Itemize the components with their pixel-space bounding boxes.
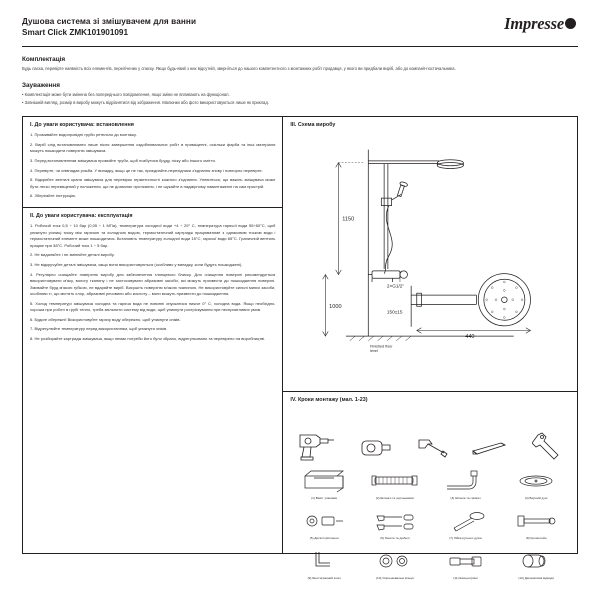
step-item — [432, 506, 500, 544]
step-item — [432, 466, 500, 504]
section-installation-body — [30, 132, 275, 199]
brand-logo — [504, 14, 578, 34]
step-illustration — [290, 506, 358, 536]
paragraph: 1. Робочий тиск 0,5 ÷ 10 бар (0,05 ÷ 1 МПа), температура холодної води +4 ÷ 29° С, температура гарячої води 55÷80°С, щоб уникнути різниці тиску між гарячою та холодною водою, термостатичний картридж працюватиме з однаковим тиском води і термостатичний елемент може пошкодитися. Встановіть температуру холодної води 15°С, гарячої води 65°С. Граничний вентиль працює при 38°С. Робочий тиск 1 ÷ 5 бар. — [30, 223, 276, 248]
section-steps-heading: IV. Кроки монтажу (мал. 1-23) — [290, 396, 368, 403]
hose-seal-icon — [371, 468, 419, 494]
paragraph: 8. Не розбирайте картридж змішувача, якщо немає потреби його було збрано, відрегульовано та перевірено на виробництві. — [30, 335, 266, 341]
paragraph: 4. Перевірте, чи співпадає різьба. У випадку, якщо це не так, приєднайте-перехідники з'єднання знову і повторно перевірте. — [30, 167, 263, 173]
paragraph: 3. Перед встановленням змішувача промийте труби, щоб позбутися бруду, піску або іншого сміття. — [30, 158, 216, 164]
notes-block — [22, 82, 578, 107]
wall-arm-icon — [514, 508, 558, 534]
step-item — [290, 546, 358, 584]
step-illustration — [361, 506, 429, 536]
dim-1000: 1000 — [329, 304, 342, 311]
step-illustration — [361, 546, 429, 576]
screws-dowels-icon — [373, 508, 417, 534]
mounting-parts-icon — [302, 508, 346, 534]
notes-text-2: • Зовнішній вигляд, розмір в виробу можуть відрізнятися від зображення. Малюнки або фото використовуються лише як приклад. — [22, 100, 269, 106]
rail-bracket-icon — [443, 468, 489, 494]
paragraph: 6. Зберігайте інструкцію. — [30, 193, 77, 199]
hex-key-icon — [302, 548, 346, 574]
brand-dot-icon — [565, 18, 576, 29]
pencil-icon — [470, 433, 510, 463]
paragraph: 4. Регулярно очищайте поверхню виробу для забезпечення глянцевого блиску. Для очищення поверхні рекомендується використовувати м'яку, вологу тканину і не застосовувати абразивні засоби, які можуть призвести до пошкодження поверхні. Змивайте бруд м'якою губкою, не вдаряйте виріб. Висушіть поверхню м'якою тканиною. Не використовуйте сильні миючі засоби, особливо ті, що містять хлор, абразивні речовини або кислоту – вони можуть призвести до пошкодження. — [30, 271, 276, 297]
left-column — [23, 117, 283, 553]
section-operation-body — [30, 223, 275, 342]
step-caption: (7) Лійка ручного душа — [449, 536, 482, 541]
wrench-icon — [532, 429, 566, 463]
step-caption: (6) Гвинти та дюбелі — [380, 536, 410, 541]
hand-shower-icon — [444, 508, 488, 534]
header-titles — [22, 14, 196, 38]
step-item — [502, 506, 570, 544]
section-schematic — [283, 117, 577, 392]
page-subtitle: Smart Click ZMK101901091 — [22, 28, 129, 38]
schematic-canvas — [290, 132, 570, 378]
paragraph: 6. Будьте обережні! Використовуйте гарячу воду обережно, щоб уникнути опіків. — [30, 316, 181, 322]
svg-text:level: level — [370, 349, 379, 354]
notes-body — [22, 92, 578, 107]
step-item — [290, 466, 358, 504]
dim-1150: 1150 — [342, 216, 355, 223]
box-contents-icon — [302, 468, 346, 494]
complectation-heading: Комплектація — [22, 56, 66, 64]
brand-name: Impresse — [504, 14, 564, 33]
section-operation — [23, 208, 282, 350]
right-column — [283, 117, 577, 581]
paragraph: 5. Холод температурі змішувача холодна та гаряча вода не повинні опускатися нижче 0° С, холодна вода. Якщо необхідно, хороша при роботі в грубі тепло, треба звільнити систему від води, щоб уникнути розтріскування при несприятливих умов. — [30, 300, 276, 313]
step-caption: (4) Верхній душ — [524, 496, 548, 501]
step-item — [432, 546, 500, 584]
hammer-icon — [414, 431, 448, 463]
step-caption: (1) Вміст упаковки — [311, 496, 338, 501]
complectation-body — [22, 66, 578, 73]
paragraph: 2. Виріб слід встановлювати лише після завершення оздоблювальних робіт в приміщенні, оскільки фарба та інші матеріали можуть пошкодити поверхню змішувача. — [30, 141, 276, 154]
step-illustration — [502, 466, 570, 496]
notes-text-1: • Комплектація може бути змінена без попереднього повідомлення, якщо зміни не впливають на функціонал. — [22, 91, 230, 97]
decorative-cap-icon — [514, 548, 558, 574]
step-item — [502, 466, 570, 504]
page-title: Душова система зі змішувачем для ванни — [22, 17, 197, 26]
tape-measure-icon — [358, 431, 392, 463]
step-item — [290, 506, 358, 544]
tools-row — [290, 407, 570, 463]
step-item — [502, 546, 570, 584]
product-schematic-drawing — [290, 132, 570, 378]
step-caption: (2) Шланги та ущільнювачі — [375, 496, 414, 501]
step-illustration — [290, 546, 358, 576]
section-installation — [23, 117, 282, 207]
complectation-block — [22, 56, 578, 73]
step-illustration — [290, 466, 358, 496]
eccentric-icon — [444, 548, 488, 574]
step-illustration — [432, 506, 500, 536]
dim-inlet: 2×G1/2" — [387, 284, 405, 290]
section-installation-heading: І. До уваги користувача: встановлення — [30, 121, 134, 128]
paragraph: 1. Промивайте водопровідні труби ретельно до монтажу. — [30, 132, 137, 138]
step-caption: (8) Кронштейн — [525, 536, 547, 541]
paragraph: 2. Не видаляйте і не змінюйте деталі виробу. — [30, 252, 115, 258]
step-caption: (9) Шестигранний ключ — [307, 576, 341, 581]
paragraph: 7. Відрегулюйте температуру перед використанням, щоб уникнути опіків. — [30, 326, 168, 332]
dim-spacing: 150±15 — [387, 310, 403, 316]
notes-heading: Зауваження — [22, 81, 60, 89]
step-item — [361, 466, 429, 504]
floor-label: Finished floor — [370, 344, 393, 349]
paragraph: 3. Не відкручуйте деталі змішувача, якщо вони використовуються (особливо у випадку, коли будуть пошкоджені). — [30, 262, 243, 268]
step-illustration — [432, 466, 500, 496]
step-caption: (5) Деталі кріплення — [309, 536, 339, 541]
complectation-text: Будь ласка, перевірте наявність всіх елементів, перелічених у списку. Якщо будь-який з них відсутній, зверніться до нашого компетентного з монтажних робіт продавця, у якого ви придбали виріб, або до компанії-постачальника. — [22, 66, 456, 72]
step-item — [361, 546, 429, 584]
step-illustration — [502, 506, 570, 536]
section-steps — [283, 392, 577, 589]
step-illustration — [432, 546, 500, 576]
section-schematic-heading: ІІІ. Схема виробу — [290, 121, 336, 128]
paragraph: 5. Відкрийте вентилі крани змішувача для перевірки герметичності кожного з'єднання. Упевніться, що важіль змішувача може бути легко переміщений у положення, що не дозволяє протікання, і не шукайте в надмірному навантаженні на сам пристрій. — [30, 177, 276, 189]
step-caption: (12) Декоративні відводи — [518, 576, 554, 581]
step-caption: (3) Штанга та тримач — [450, 496, 481, 501]
step-caption: (11) Ексцентрики — [453, 576, 478, 581]
step-caption: (10) Ущільнювальні кільця — [375, 576, 414, 581]
dim-440: 440 — [465, 334, 475, 341]
document-header — [22, 14, 578, 47]
step-illustration — [361, 466, 429, 496]
step-item — [361, 506, 429, 544]
section-operation-heading: ІІ. До уваги користувача: експлуатація — [30, 212, 133, 219]
steps-grid — [290, 466, 570, 584]
o-rings-icon — [373, 548, 417, 574]
overhead-shower-icon — [514, 468, 558, 494]
main-frame — [22, 116, 578, 581]
drill-icon — [294, 425, 336, 463]
step-illustration — [502, 546, 570, 576]
